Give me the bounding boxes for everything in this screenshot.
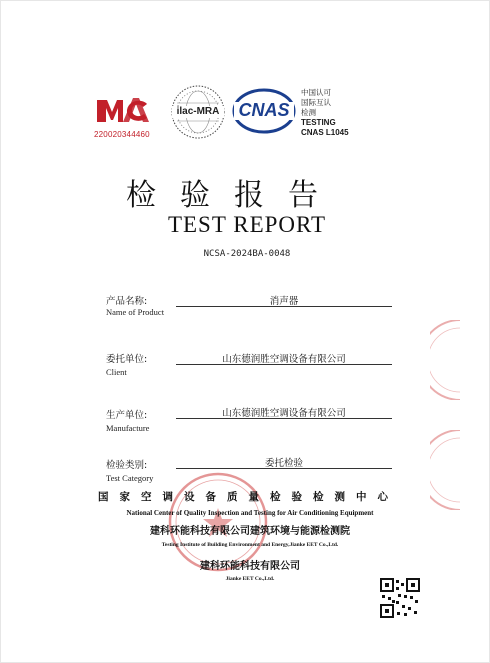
test-category-underline	[176, 468, 392, 469]
cnas-logo	[232, 86, 296, 136]
client-value: 山东德润胜空调设备有限公司	[222, 354, 346, 365]
cnas-line1: 中国认可	[301, 88, 331, 97]
cnas-line3: 检测	[301, 108, 316, 117]
edge-seal-bottom-icon	[430, 430, 460, 510]
org3-name-cn: 建科环能科技有限公司	[200, 561, 300, 572]
product-name-underline	[176, 306, 392, 307]
field-manufacture	[106, 407, 149, 433]
ilac-mra-logo	[169, 83, 227, 141]
test-category-value: 委托检验	[264, 458, 303, 469]
org3-name-en: Jianke EET Co.,Ltd.	[225, 576, 275, 582]
manufacture-label-cn: 生产单位:	[106, 410, 148, 421]
org1-name-cn: 国家空调设备质量检验检测中心	[98, 491, 399, 503]
cnas-mark-text: CNAS	[238, 100, 290, 120]
qr-code-icon	[380, 578, 420, 618]
org2-name-en: Testing Institute of Building Environment and Energy,Jianke EET Co.,Ltd.	[161, 542, 339, 548]
org1-name-en: National Center of Quality Inspection and Testing for Air Conditioning Equipment	[126, 509, 374, 517]
org2-name-cn: 建科环能科技有限公司建筑环境与能源检测院	[150, 526, 350, 537]
product-name-label-cn: 产品名称:	[106, 296, 148, 307]
ilac-text: ilac-MRA	[176, 106, 220, 117]
field-product-name	[106, 293, 164, 317]
cnas-line5: CNAS L1045	[301, 128, 349, 137]
cma-logo	[93, 94, 155, 139]
title-en: TEST REPORT	[167, 212, 327, 237]
manufacture-label-en: Manufacture	[106, 423, 150, 433]
cnas-line4: TESTING	[301, 118, 336, 127]
test-category-label-cn: 检验类别:	[106, 460, 148, 471]
cnas-accreditation-text	[301, 88, 349, 138]
client-underline	[176, 364, 392, 365]
field-test-category	[106, 457, 153, 483]
client-label-cn: 委托单位:	[106, 354, 148, 365]
edge-seal-top-icon	[430, 320, 460, 400]
manufacture-underline	[176, 418, 392, 419]
product-name-label-en: Name of Product	[106, 307, 165, 317]
product-name-value: 消声器	[269, 296, 299, 307]
cma-mark-icon	[93, 94, 155, 126]
title-cn: 检验报告	[126, 178, 342, 213]
field-client	[106, 351, 147, 377]
client-label-en: Client	[106, 367, 127, 377]
test-category-label-en: Test Category	[106, 473, 154, 483]
report-number: NCSA-2024BA-0048	[203, 249, 291, 259]
manufacture-value: 山东德润胜空调设备有限公司	[222, 408, 346, 419]
cnas-line2: 国际互认	[301, 98, 331, 107]
cma-code: 220020344460	[94, 130, 150, 139]
